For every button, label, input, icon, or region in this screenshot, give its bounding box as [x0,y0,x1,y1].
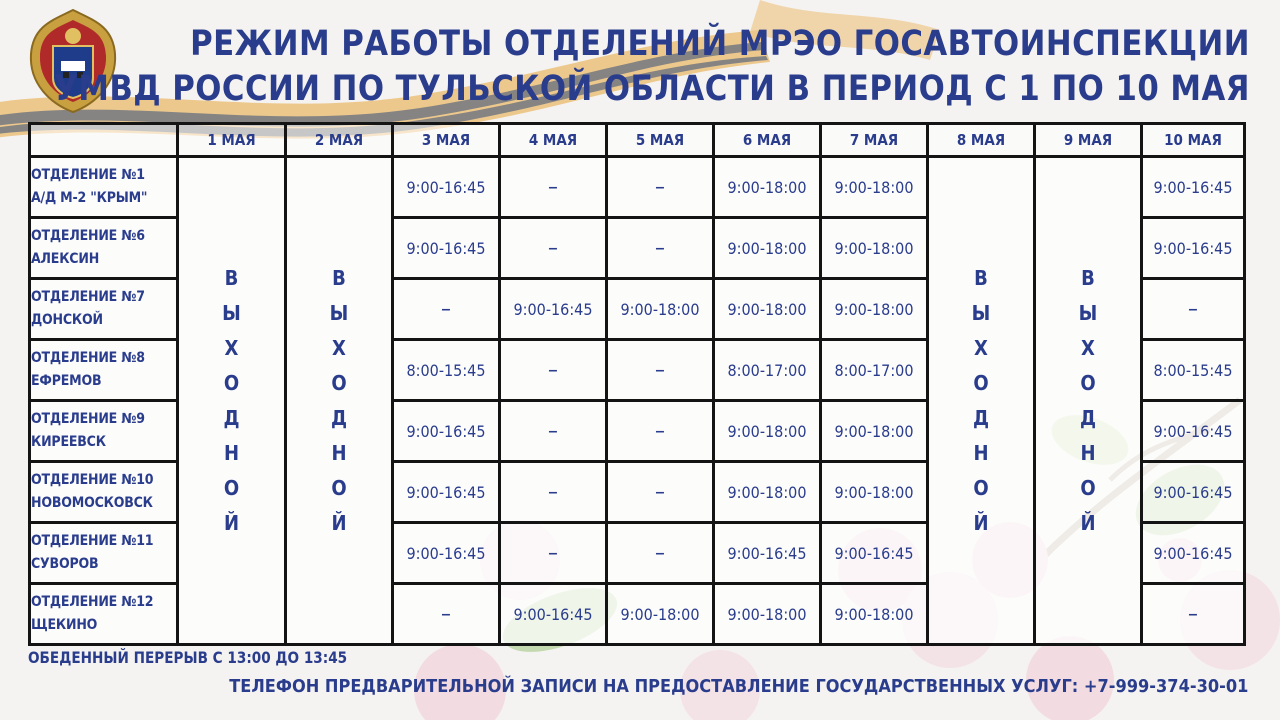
office-place: СУВОРОВ [31,556,99,572]
hours-cell: 9:00-18:00 [714,401,821,462]
hours-cell: – [607,340,714,401]
header-cell-day-8: 8 МАЯ [928,124,1035,157]
hours-cell: 8:00-15:45 [1142,340,1245,401]
office-name: ОТДЕЛЕНИЕ №11 [31,533,154,549]
hours-cell: 8:00-17:00 [714,340,821,401]
office-name: ОТДЕЛЕНИЕ №10 [31,472,154,488]
day-off-letter: О [331,475,347,500]
office-place: А/Д М-2 "КРЫМ" [31,190,148,206]
hours-cell: 8:00-15:45 [393,340,500,401]
day-off-letter: Ы [222,300,241,325]
hours-cell: – [500,157,607,218]
hours-cell: 9:00-16:45 [1142,462,1245,523]
hours-cell: – [607,218,714,279]
hours-cell: 9:00-16:45 [393,523,500,584]
header-cell-day-5: 5 МАЯ [607,124,714,157]
hours-cell: – [500,340,607,401]
lunch-break-note: ОБЕДЕННЫЙ ПЕРЕРЫВ С 13:00 ДО 13:45 [28,648,348,667]
hours-cell: 9:00-16:45 [393,401,500,462]
hours-cell: 9:00-16:45 [821,523,928,584]
day-off-cell-may-9 [1035,157,1142,645]
schedule-table [28,122,1246,646]
hours-cell: 9:00-18:00 [714,157,821,218]
day-off-letter: Х [1081,335,1095,360]
day-off-letter: Д [1079,405,1097,430]
office-place: КИРЕЕВСК [31,434,106,450]
hours-cell: – [500,523,607,584]
day-off-letter: Й [1080,510,1096,535]
office-place: НОВОМОСКОВСК [31,495,153,511]
office-label [30,584,178,645]
day-off-letter: В [224,265,239,290]
office-place: ЩЕКИНО [31,617,98,633]
day-off-letter: О [1080,475,1096,500]
hours-cell: – [500,218,607,279]
day-off-letter: Н [973,440,989,465]
hours-cell: 9:00-16:45 [500,584,607,645]
day-off-letter: О [223,475,240,500]
hours-cell: – [607,401,714,462]
day-off-letter: Й [223,510,240,535]
day-off-letter: Д [972,405,990,430]
hours-cell: – [1142,279,1245,340]
header-cell-day-2: 2 МАЯ [286,124,393,157]
hours-cell: 9:00-16:45 [1142,401,1245,462]
header-cell-day-4: 4 МАЯ [500,124,607,157]
day-off-letter: О [973,475,989,500]
header-cell-day-10: 10 МАЯ [1142,124,1245,157]
office-label [30,157,178,218]
hours-cell: 9:00-16:45 [500,279,607,340]
hours-cell: – [500,462,607,523]
hours-cell: 9:00-16:45 [1142,157,1245,218]
office-name: ОТДЕЛЕНИЕ №9 [31,411,145,427]
day-off-letter: О [223,370,240,395]
office-label [30,279,178,340]
hours-cell: 9:00-18:00 [821,401,928,462]
day-off-letter: Х [974,335,988,360]
hours-cell: 9:00-18:00 [607,279,714,340]
header-cell-day-3: 3 МАЯ [393,124,500,157]
header-cell [30,124,178,157]
hours-cell: 9:00-18:00 [821,462,928,523]
hours-cell: 9:00-16:45 [714,523,821,584]
hours-cell: 9:00-16:45 [393,157,500,218]
day-off-letter: Д [223,405,240,430]
title-line-1: РЕЖИМ РАБОТЫ ОТДЕЛЕНИЙ МРЭО ГОСАВТОИНСПЕКЦИИ [190,24,1251,64]
hours-cell: – [607,523,714,584]
day-off-cell-may-2 [286,157,393,645]
day-off-letter: Й [331,510,347,535]
hours-cell: – [607,157,714,218]
office-place: ДОНСКОЙ [31,312,103,328]
office-label [30,401,178,462]
office-label [30,523,178,584]
title-line-2: УМВД РОССИИ ПО ТУЛЬСКОЙ ОБЛАСТИ В ПЕРИОД С 1 ПО 10 МАЯ [54,69,1250,109]
day-off-letter: О [973,370,989,395]
office-place: АЛЕКСИН [31,251,100,267]
hours-cell: – [607,462,714,523]
office-name: ОТДЕЛЕНИЕ №7 [31,289,145,305]
day-off-letter: Ы [329,300,349,325]
hours-cell: 9:00-18:00 [714,584,821,645]
office-name: ОТДЕЛЕНИЕ №1 [31,167,145,183]
office-name: ОТДЕЛЕНИЕ №12 [31,594,154,610]
office-label [30,218,178,279]
hours-cell: 9:00-16:45 [393,218,500,279]
hours-cell: – [393,584,500,645]
hours-cell: 9:00-18:00 [714,279,821,340]
header-row [30,124,1245,157]
table-row [30,157,1245,218]
hours-cell: 8:00-17:00 [821,340,928,401]
hours-cell: 9:00-18:00 [714,462,821,523]
hours-cell: 9:00-18:00 [607,584,714,645]
hours-cell: 9:00-18:00 [821,584,928,645]
day-off-letter: О [1080,370,1096,395]
header-cell-day-7: 7 МАЯ [821,124,928,157]
day-off-letter: В [1081,265,1095,290]
day-off-cell-may-8 [928,157,1035,645]
day-off-letter: Д [330,405,348,430]
office-label [30,340,178,401]
hours-cell: 9:00-18:00 [821,279,928,340]
day-off-letter: Х [224,335,239,360]
hours-cell: 9:00-18:00 [821,157,928,218]
office-name: ОТДЕЛЕНИЕ №6 [31,228,145,244]
hours-cell: 9:00-16:45 [1142,218,1245,279]
day-off-letter: Н [1080,440,1096,465]
day-off-cell-may-1 [178,157,286,645]
hours-cell: – [393,279,500,340]
header-cell-day-9: 9 МАЯ [1035,124,1142,157]
day-off-letter: В [332,265,346,290]
day-off-letter: Н [331,440,347,465]
phone-note: ТЕЛЕФОН ПРЕДВАРИТЕЛЬНОЙ ЗАПИСИ НА ПРЕДОСТАВЛЕНИЕ ГОСУДАРСТВЕННЫХ УСЛУГ: +7-999-374-30-01 [228,676,1248,697]
hours-cell: 9:00-16:45 [1142,523,1245,584]
office-name: ОТДЕЛЕНИЕ №8 [31,350,145,366]
day-off-letter: Х [332,335,346,360]
day-off-letter: Н [223,440,240,465]
day-off-letter: Ы [1078,300,1098,325]
hours-cell: – [500,401,607,462]
hours-cell: 9:00-16:45 [393,462,500,523]
hours-cell: 9:00-18:00 [821,218,928,279]
office-label [30,462,178,523]
hours-cell: 9:00-18:00 [714,218,821,279]
day-off-letter: Й [973,510,989,535]
day-off-letter: В [974,265,988,290]
day-off-letter: Ы [971,300,991,325]
hours-cell: – [1142,584,1245,645]
header-cell-day-1: 1 МАЯ [178,124,286,157]
header-cell-day-6: 6 МАЯ [714,124,821,157]
office-place: ЕФРЕМОВ [31,373,102,389]
page-title [54,22,1250,112]
day-off-letter: О [331,370,347,395]
